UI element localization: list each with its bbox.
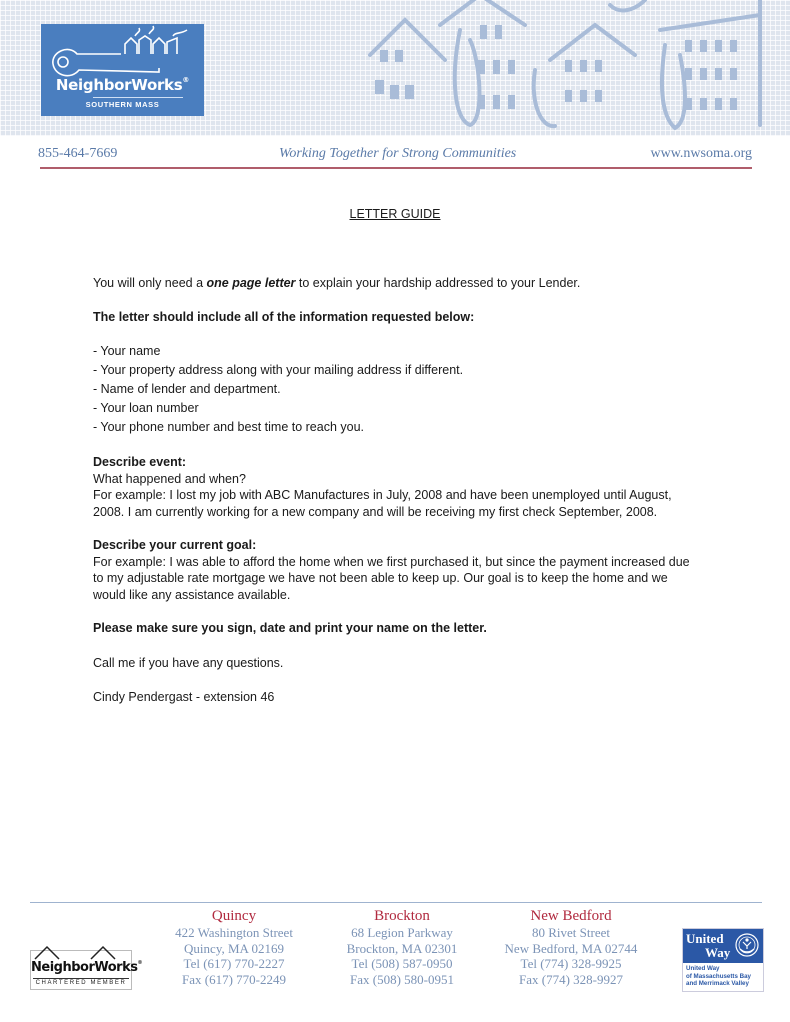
intro-text-after: to explain your hardship addressed to your Lender. <box>295 276 581 290</box>
header-phone: 855-464-7669 <box>38 146 118 161</box>
office-citystatezip: Quincy, MA 02169 <box>184 940 284 956</box>
footer-divider <box>30 902 762 903</box>
list-item: - Your name <box>93 344 161 358</box>
include-heading: The letter should include all of the information requested below: <box>93 309 475 324</box>
united-way-caption: United Way of Massachusetts Bay and Merrimack Valley <box>686 965 751 988</box>
intro-paragraph <box>93 275 703 292</box>
logo-divider <box>93 97 183 98</box>
office-city: New Bedford <box>530 908 612 924</box>
goal-heading: Describe your current goal: <box>93 538 257 552</box>
intro-text-before: You will only need a <box>93 276 207 290</box>
intro-emphasis: one page letter <box>206 276 296 290</box>
united-way-logo <box>682 928 764 992</box>
list-item: - Your property address along with your mailing address if different. <box>93 363 464 377</box>
chartered-badge-name: NeighborWorks® <box>31 960 142 975</box>
logo-wordmark: NeighborWorks® <box>55 76 190 94</box>
call-note: Call me if you have any questions. <box>93 655 284 670</box>
united-way-word1: United <box>686 931 724 946</box>
letterhead-contact-row <box>38 146 752 164</box>
list-item: - Your phone number and best time to reach you. <box>93 420 365 434</box>
office-tel: Tel (774) 328-9925 <box>520 956 622 971</box>
goal-example: For example: I was able to afford the home when we first purchased it, but since the payment increased due to my adjustable rate mortgage we have not been able to keep up. Our goal is to keep the home and we would like any assistance available. <box>93 554 690 602</box>
logo-subtitle: SOUTHERN MASS <box>85 100 160 109</box>
office-citystatezip: New Bedford, MA 02744 <box>504 940 638 956</box>
event-heading: Describe event: <box>93 455 187 469</box>
letter-guide-body <box>93 275 703 706</box>
office-citystatezip: Brockton, MA 02301 <box>346 940 458 956</box>
office-city: Quincy <box>211 908 257 924</box>
office-new-bedford <box>491 908 651 987</box>
office-street: 80 Rivet Street <box>532 925 610 940</box>
list-item: - Name of lender and department. <box>93 382 281 396</box>
office-city: Brockton <box>374 908 430 924</box>
sign-note: Please make sure you sign, date and print your name on the letter. <box>93 621 487 635</box>
office-quincy <box>154 908 314 987</box>
houses-illustration-icon <box>360 0 790 136</box>
event-question: What happened and when? <box>93 471 246 486</box>
united-way-word2: Way <box>705 945 731 960</box>
office-tel: Tel (617) 770-2227 <box>183 956 285 971</box>
list-item: - Your loan number <box>93 401 199 415</box>
office-brockton <box>322 908 482 987</box>
office-fax: Fax (774) 328-9927 <box>519 971 623 987</box>
office-street: 68 Legion Parkway <box>351 925 453 940</box>
event-example: For example: I lost my job with ABC Manufactures in July, 2008 and have been unemployed until August, 2008. I am currently working for a new company and will be receiving my first check September, 2008. <box>93 488 672 519</box>
header-website-link[interactable]: www.nwsoma.org <box>650 146 752 161</box>
header-banner <box>0 0 790 136</box>
neighborworks-chartered-member-logo <box>30 950 142 990</box>
office-fax: Fax (508) 580-0951 <box>350 971 454 987</box>
office-street: 422 Washington Street <box>175 925 293 940</box>
chartered-badge-divider <box>33 978 129 979</box>
united-way-hand-icon <box>735 933 759 957</box>
office-tel: Tel (508) 587-0950 <box>351 956 453 971</box>
include-list <box>93 342 703 437</box>
header-divider <box>40 167 752 169</box>
page-title: LETTER GUIDE <box>349 207 441 221</box>
neighborworks-southern-mass-logo <box>41 24 204 116</box>
signature: Cindy Pendergast - extension 46 <box>93 690 275 704</box>
office-fax: Fax (617) 770-2249 <box>182 971 286 987</box>
chartered-badge-subtitle: CHARTERED MEMBER <box>35 980 127 986</box>
roofline-icon <box>31 943 131 961</box>
united-way-banner <box>683 929 763 963</box>
header-motto: Working Together for Strong Communities <box>279 146 517 161</box>
